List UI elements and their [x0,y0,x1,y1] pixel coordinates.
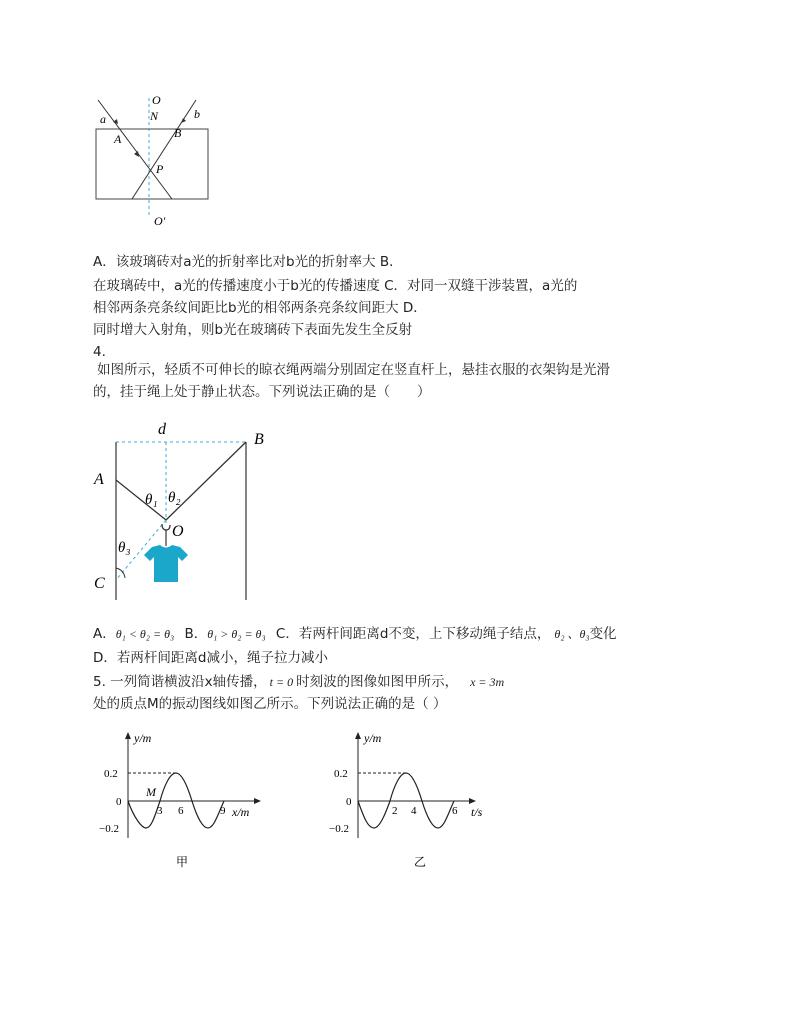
jia-caption: 甲 [176,855,189,869]
yi-y-arrow-icon [355,732,361,739]
fig-label-theta1: θ₁ [145,492,158,508]
arrow-b-icon [181,118,186,123]
fig-label-O: O [172,523,184,540]
shirt-icon [144,545,188,582]
fig-label-A: A [114,132,122,146]
yi-ytick-neg0.2: −0.2 [329,823,349,835]
fig-label-B: B [254,431,264,448]
jia-xtick-9: 9 [220,805,226,817]
yi-xtick-2: 2 [392,805,398,817]
rope-right [166,442,246,520]
angle-arc-3 [116,568,125,578]
glass-block-figure [88,92,218,232]
yi-caption: 乙 [414,855,427,869]
q3-line-4: 同时增大入射角，则b光在玻璃砖下表面先发生全反射 [93,322,413,338]
clothesline-figure [90,412,280,604]
jia-ytick-neg0.2: −0.2 [99,823,119,835]
q4-option-b-formula: θ₁ > θ₂ = θ₃ [207,627,266,641]
jia-xlabel: x/m [232,805,250,819]
jia-ytick-0: 0 [116,796,122,808]
fig-label-theta3: θ₃ [118,540,131,556]
fig-label-theta2: θ₂ [168,490,181,506]
jia-ytick-0.2: 0.2 [104,768,118,780]
fig-label-C: C [94,575,105,592]
rope-left [116,480,166,520]
jia-xtick-3: 3 [157,805,163,817]
q4-option-c-text: C．若两杆间距离d不变，上下移动绳子结点， [275,626,551,642]
fig-label-O-bottom: O′ [154,214,166,228]
q3-line-3: 相邻两条亮条纹间距比b光的相邻两条亮条纹间距大 D． [93,300,427,316]
yi-xlabel: t/s [471,805,483,819]
q4-option-c-end: 变化 [589,626,617,642]
fig-label-A: A [94,471,104,488]
q4-option-ab [93,624,617,645]
q4-number: 4. [93,344,106,360]
yi-xtick-6: 6 [452,805,458,817]
yi-ylabel: y/m [364,731,382,745]
q5-stem-line-2: 处的质点M的振动图线如图乙所示。下列说法正确的是（ ） [93,696,447,712]
q4-stem-line-2: 的，挂于绳上处于静止状态。下列说法正确的是（ ） [93,384,431,400]
q4-option-a-formula: θ₁ < θ₂ = θ₃ [115,627,175,641]
q5-stem-line-1 [93,672,504,693]
q5-formula-t: t = 0 [269,675,294,689]
q3-line-1: A．该玻璃砖对a光的折射率比对b光的折射率大 B． [93,254,403,270]
yi-x-arrow-icon [469,798,476,804]
q5-stem-1a: 5. 一列简谐横波沿x轴传播， [93,674,267,690]
fig-label-O-top: O [152,93,161,107]
graph-yi [326,728,506,873]
jia-point-M: M [146,785,156,799]
ray-b [132,100,196,199]
yi-ytick-0: 0 [346,796,352,808]
q4-option-b-prefix: B． [184,626,208,642]
q5-stem-1b: 时刻波的图像如图甲所示， [296,674,459,690]
fig-label-d: d [158,421,166,438]
yi-ytick-0.2: 0.2 [334,768,348,780]
glass-block [96,129,208,199]
q4-option-d: D．若两杆间距离d减小，绳子拉力减小 [93,650,328,666]
fig-label-a: a [100,112,106,126]
hook-icon [162,524,170,530]
jia-x-arrow-icon [254,798,261,804]
jia-ylabel: y/m [134,731,152,745]
q3-line-2: 在玻璃砖中，a光的传播速度小于b光的传播速度 C．对同一双缝干涉装置，a光的 [93,278,578,294]
q4-stem-line-1: 如图所示，轻质不可伸长的晾衣绳两端分别固定在竖直杆上，悬挂衣服的衣架钩是光滑 [97,362,610,378]
yi-xtick-4: 4 [411,805,417,817]
graph-jia [96,728,276,873]
jia-xtick-6: 6 [178,805,184,817]
fig-label-P: P [156,162,164,176]
jia-y-arrow-icon [125,732,131,739]
ray-a [98,100,172,199]
q5-formula-x: x = 3m [470,675,505,689]
q4-option-c-formula: θ₂ 、θ₃ [554,627,590,641]
q4-option-a-prefix: A． [93,626,116,642]
fig-label-B: B [174,126,182,140]
fig-label-b: b [194,107,200,121]
fig-label-N: N [150,109,159,123]
